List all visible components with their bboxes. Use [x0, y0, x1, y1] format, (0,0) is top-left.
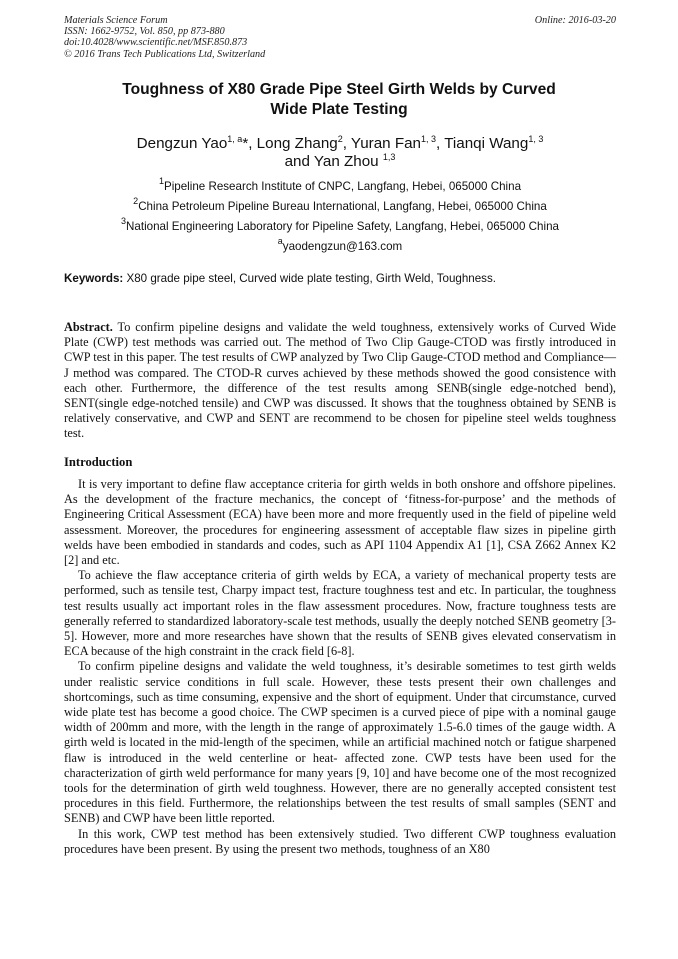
- title-line-2: Wide Plate Testing: [270, 101, 408, 118]
- author-name: , Long Zhang: [248, 135, 338, 152]
- paragraph: It is very important to define flaw acceptance criteria for girth welds in both onshore and offshore pipelines. As the development of the fracture mechanics, the concept of ‘fitness-for-purpose’ and the methods of Engineering Critical Assessment (ECA) have been more and more frequently used in the field of pipeline weld assessment. Moreover, the procedures for engineering assessment of acceptable flaw sizes in pipeline girth welds have been embodied in standards and codes, such as API 1104 Appendix A1 [1], CSA Z662 Annex K2 [2] and etc.: [64, 477, 616, 568]
- paper-title: [90, 80, 588, 120]
- affiliation-list: [64, 177, 616, 257]
- keywords: [64, 271, 616, 287]
- author-name: Dengzun Yao: [136, 135, 228, 152]
- corresponding-author-marker: *: [242, 135, 249, 152]
- author-list: [64, 135, 616, 171]
- journal-name: Materials Science Forum: [64, 15, 168, 26]
- email-address[interactable]: yaodengzun@163.com: [282, 240, 403, 253]
- affiliation-marker: 3: [121, 216, 127, 226]
- affiliation-marker: a: [277, 236, 283, 246]
- author-affiliation-marker: 2: [337, 134, 343, 144]
- abstract-text: To confirm pipeline designs and validate the weld toughness, extensively works of Curved Wide Plate (CWP) test methods was carried out. The method of Two Clip Gauge-CTOD was firstly introduced in CWP test in this paper. The test results of CWP analyzed by Two Clip Gauge-CTOD method and Compliance—J method was compared. The CTOD-R curves achieved by these methods showed the good consistence with each other. Furthermore, the difference of the test results among SENB(single edge-notched bend), SENT(single edge-notched tensile) and CWP was discussed. It shows that the toughness obtained by SENB is relatively conservative, and CWP and SENT are recommend to be chosen for pipeline steel welds toughness test.: [64, 320, 616, 441]
- keywords-text: X80 grade pipe steel, Curved wide plate testing, Girth Weld, Toughness.: [123, 272, 497, 285]
- introduction-body: [64, 477, 616, 857]
- paragraph: In this work, CWP test method has been extensively studied. Two different CWP toughness evaluation procedures have been present. By using the present two methods, toughness of an X80: [64, 826, 616, 856]
- paragraph: To achieve the flaw acceptance criteria of girth welds by ECA, a variety of mechanical property tests are performed, such as tensile test, Charpy impact test, fracture toughness test and etc. In particular, the toughness test results usually act important roles in the flaw assessment procedures. Now, fracture toughness tests are generally referred to standardized laboratory-scale test methods, usually the deeply notched SENB geometry [3-5]. However, more and more researches have shown that the results of SENB gives elevated conservatism in ECA because of the high constraint in the crack field [6-8].: [64, 568, 616, 659]
- author-affiliation-marker: 1, 3: [528, 134, 544, 144]
- abstract: [64, 320, 616, 442]
- author-line-1: [64, 135, 616, 153]
- affiliation-text: Pipeline Research Institute of CNPC, Langfang, Hebei, 065000 China: [163, 180, 522, 193]
- affiliation-marker: 2: [133, 196, 139, 206]
- section-heading-introduction: Introduction: [64, 455, 133, 469]
- author-name: and Yan Zhou: [284, 153, 383, 170]
- author-name: , Tianqi Wang: [436, 135, 529, 152]
- author-affiliation-marker: 1,3: [382, 152, 396, 162]
- title-line-1: Toughness of X80 Grade Pipe Steel Girth Welds by Curved: [122, 81, 556, 98]
- affiliation-text: China Petroleum Pipeline Bureau International, Langfang, Hebei, 065000 China: [138, 200, 547, 213]
- copyright-line: © 2016 Trans Tech Publications Ltd, Switzerland: [64, 48, 266, 60]
- author-affiliation-marker: 1, a: [227, 134, 243, 144]
- author-name: , Yuran Fan: [342, 135, 422, 152]
- paragraph: To confirm pipeline designs and validate the weld toughness, it’s desirable sometimes to test girth welds under realistic service conditions in full scale. However, these tests present their own challenges and shortcomings, such as time consuming, expensive and the short of equipment. Under that circumstance, curved wide plate test has become a good choice. The CWP specimen is a curved piece of pipe with a nominal gauge width of 200mm and more, with the length in the range of approximately 1.5-6.0 times of the gauge width. A girth weld is located in the mid-length of the specimen, while an artificial machined notch or fatigue sharpened flaw is introduced in the weld centerline or heat- affected zone. CWP tests have been used for the characterization of girth weld performance for many years [9, 10] and have become one of the most recognized tools for the determination of girth weld toughness. However, there are no generally accepted consistent test procedures in this field. Furthermore, the relationships between the test results of small samples (SENT and SENB) and CWP have been little reported.: [64, 659, 616, 826]
- abstract-label: Abstract.: [64, 320, 113, 334]
- author-line-2: [64, 153, 616, 171]
- journal-header: [64, 15, 616, 60]
- keywords-label: Keywords:: [64, 272, 124, 285]
- doi-line[interactable]: doi:10.4028/www.scientific.net/MSF.850.873: [64, 37, 248, 49]
- online-date: Online: 2016-03-20: [534, 15, 616, 26]
- affiliation-item: [64, 177, 616, 197]
- affiliation-item: [64, 197, 616, 217]
- affiliation-marker: 1: [158, 176, 164, 186]
- affiliation-item: [64, 217, 616, 237]
- issn-line: ISSN: 1662-9752, Vol. 850, pp 873-880: [64, 26, 225, 38]
- affiliation-text: National Engineering Laboratory for Pipeline Safety, Langfang, Hebei, 065000 China: [126, 220, 559, 233]
- email-line: [64, 237, 616, 257]
- author-affiliation-marker: 1, 3: [421, 134, 437, 144]
